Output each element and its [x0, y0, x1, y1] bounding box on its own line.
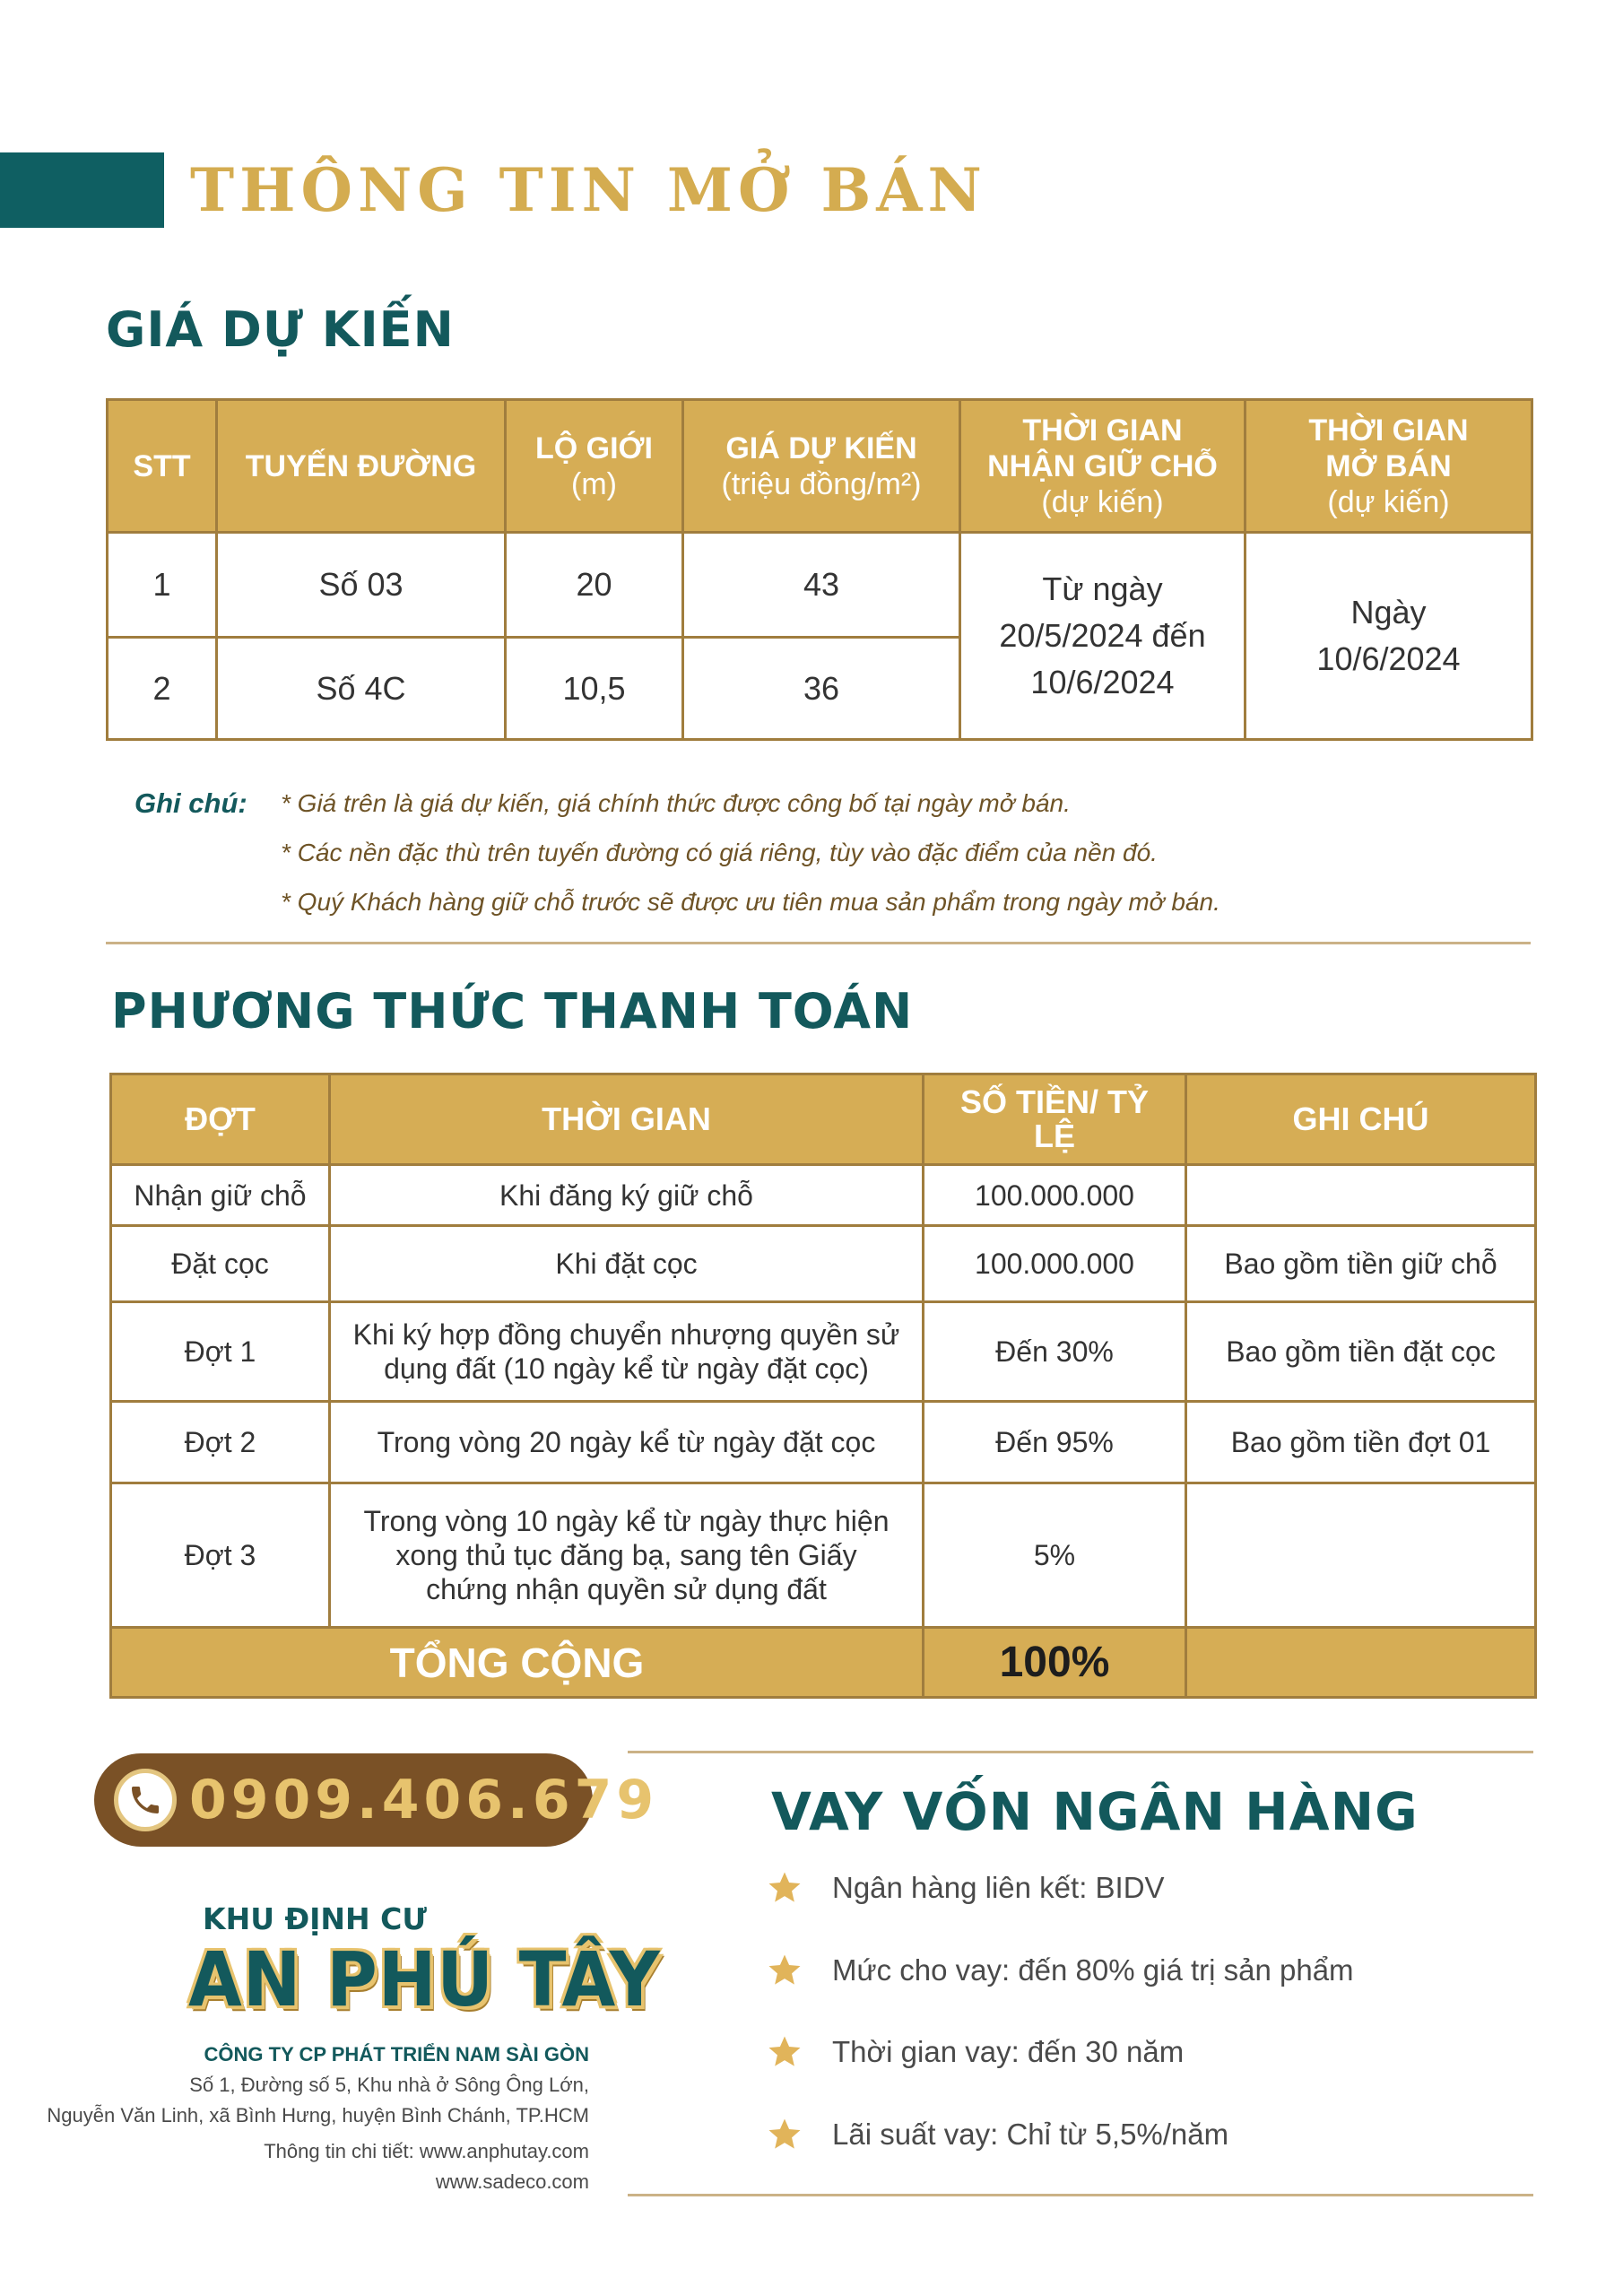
cell-hold-time [960, 533, 1245, 740]
cell-stt: 1 [108, 533, 217, 638]
header-open-line1: THỜI GIAN [1308, 413, 1469, 448]
cell-phase: Đặt cọc [111, 1226, 330, 1302]
phone-badge[interactable] [94, 1753, 659, 1847]
list-item [766, 2116, 1228, 2153]
header-hold-line1: THỜI GIAN [1022, 413, 1183, 448]
cell-open-time [1245, 533, 1532, 740]
divider [628, 1751, 1533, 1753]
cell-price: 36 [683, 638, 960, 740]
header-accent-bar [0, 152, 164, 228]
cell-time: Khi đăng ký giữ chỗ [330, 1165, 924, 1226]
cell-phase: Nhận giữ chỗ [111, 1165, 330, 1226]
payment-section-title: PHƯƠNG THỨC THANH TOÁN [111, 983, 914, 1039]
company-address-line2: Nguyễn Văn Linh, xã Bình Hưng, huyện Bình Chánh, TP.HCM [47, 2104, 589, 2126]
company-name: CÔNG TY CP PHÁT TRIỂN NAM SÀI GÒN [204, 2043, 589, 2066]
header-amount: SỐ TIỀN/ TỶ LỆ [924, 1074, 1186, 1165]
star-icon [766, 2033, 803, 2071]
table-row [111, 1483, 1536, 1628]
header-stt: STT [108, 400, 217, 533]
cell-amount: 100.000.000 [924, 1226, 1186, 1302]
cell-note: Bao gồm tiền đợt 01 [1186, 1402, 1536, 1483]
divider [628, 2194, 1533, 2196]
loan-item-text: Thời gian vay: đến 30 năm [832, 2035, 1185, 2068]
open-time-line2: 10/6/2024 [1316, 640, 1461, 677]
header-width-line2: (m) [571, 466, 617, 501]
header-note: GHI CHÚ [1186, 1074, 1536, 1165]
header-hold-time [960, 400, 1245, 533]
table-row [108, 533, 1532, 638]
cell-stt: 2 [108, 638, 217, 740]
total-label: TỔNG CỘNG [111, 1628, 924, 1698]
cell-time [330, 1302, 924, 1402]
loan-item-text: Mức cho vay: đến 80% giá trị sản phẩm [832, 1953, 1354, 1987]
header-hold-line3: (dự kiến) [1041, 484, 1164, 519]
divider [106, 942, 1531, 944]
phone-icon [114, 1769, 177, 1831]
header-open-line3: (dự kiến) [1327, 484, 1450, 519]
cell-time: Khi đặt cọc [330, 1226, 924, 1302]
loan-section-title: VAY VỐN NGÂN HÀNG [771, 1781, 1419, 1842]
star-icon [766, 1869, 803, 1907]
cell-amount: Đến 30% [924, 1302, 1186, 1402]
cell-price: 43 [683, 533, 960, 638]
cell-street: Số 03 [217, 533, 506, 638]
cell-phase: Đợt 3 [111, 1483, 330, 1628]
cell-phase: Đợt 1 [111, 1302, 330, 1402]
phone-number[interactable]: 0909.406.679 [189, 1769, 659, 1831]
header-open-line2: MỞ BÁN [1325, 448, 1452, 483]
loan-item-text: Lãi suất vay: Chỉ từ 5,5%/năm [832, 2118, 1229, 2151]
price-section-title: GIÁ DỰ KIẾN [106, 301, 455, 358]
payment-table [109, 1073, 1537, 1699]
company-address-line1: Số 1, Đường số 5, Khu nhà ở Sông Ông Lớn, [189, 2074, 589, 2096]
cell-time-line2: xong thủ tục đăng bạ, sang tên Giấy [395, 1539, 857, 1571]
table-row [111, 1402, 1536, 1483]
list-item [766, 1952, 1354, 1989]
total-value: 100% [924, 1628, 1186, 1698]
header-width [506, 400, 683, 533]
note-label: Ghi chú: [135, 787, 247, 819]
loan-item-text: Ngân hàng liên kết: BIDV [832, 1871, 1165, 1904]
hold-time-line2: 20/5/2024 đến [999, 617, 1206, 654]
cell-note [1186, 1165, 1536, 1226]
cell-time-line1: Trong vòng 10 ngày kể từ ngày thực hiện [363, 1505, 890, 1537]
cell-time [330, 1483, 924, 1628]
header-phase: ĐỢT [111, 1074, 330, 1165]
cell-phase: Đợt 2 [111, 1402, 330, 1483]
header-price-line1: GIÁ DỰ KIẾN [725, 430, 917, 465]
header-hold-line2: NHẬN GIỮ CHỖ [987, 448, 1218, 483]
total-row [111, 1628, 1536, 1698]
hold-time-line1: Từ ngày [1042, 570, 1163, 607]
cell-width: 10,5 [506, 638, 683, 740]
star-icon [766, 1952, 803, 1989]
header-price-line2: (triệu đồng/m²) [721, 466, 922, 501]
cell-width: 20 [506, 533, 683, 638]
website-line2[interactable]: www.sadeco.com [435, 2170, 589, 2193]
table-row [111, 1165, 1536, 1226]
cell-amount: 100.000.000 [924, 1165, 1186, 1226]
star-icon [766, 2116, 803, 2153]
cell-time-line3: chứng nhận quyền sử dụng đất [426, 1573, 827, 1605]
page-title: THÔNG TIN MỞ BÁN [190, 155, 987, 225]
cell-time-line2: dụng đất (10 ngày kể từ ngày đặt cọc) [384, 1352, 869, 1385]
note-line: * Quý Khách hàng giữ chỗ trước sẽ được ưu tiên mua sản phẩm trong ngày mở bán. [281, 888, 1220, 916]
total-note [1186, 1628, 1536, 1698]
price-table [106, 398, 1533, 741]
open-time-line1: Ngày [1350, 594, 1427, 631]
cell-time: Trong vòng 20 ngày kể từ ngày đặt cọc [330, 1402, 924, 1483]
logo-brand: AN PHÚ TÂY [188, 1935, 661, 2023]
hold-time-line3: 10/6/2024 [1030, 664, 1175, 700]
price-table-header-row [108, 400, 1532, 533]
cell-amount: Đến 95% [924, 1402, 1186, 1483]
cell-amount: 5% [924, 1483, 1186, 1628]
table-row [111, 1226, 1536, 1302]
note-line: * Các nền đặc thù trên tuyến đường có giá riêng, tùy vào đặc điểm của nền đó. [281, 839, 1158, 866]
header-time: THỜI GIAN [330, 1074, 924, 1165]
header-price [683, 400, 960, 533]
list-item [766, 1869, 1165, 1907]
cell-note: Bao gồm tiền đặt cọc [1186, 1302, 1536, 1402]
cell-note [1186, 1483, 1536, 1628]
cell-street: Số 4C [217, 638, 506, 740]
list-item [766, 2033, 1184, 2071]
table-row [111, 1302, 1536, 1402]
header-open-time [1245, 400, 1532, 533]
website-line1[interactable]: Thông tin chi tiết: www.anphutay.com [264, 2140, 589, 2162]
header-street: TUYẾN ĐƯỜNG [217, 400, 506, 533]
payment-table-header-row [111, 1074, 1536, 1165]
cell-note: Bao gồm tiền giữ chỗ [1186, 1226, 1536, 1302]
cell-time-line1: Khi ký hợp đồng chuyển nhượng quyền sử [352, 1318, 900, 1351]
logo-kicker: KHU ĐỊNH CƯ [203, 1901, 427, 1936]
header-width-line1: LỘ GIỚI [534, 430, 653, 465]
note-line: * Giá trên là giá dự kiến, giá chính thức được công bố tại ngày mở bán. [281, 789, 1071, 817]
